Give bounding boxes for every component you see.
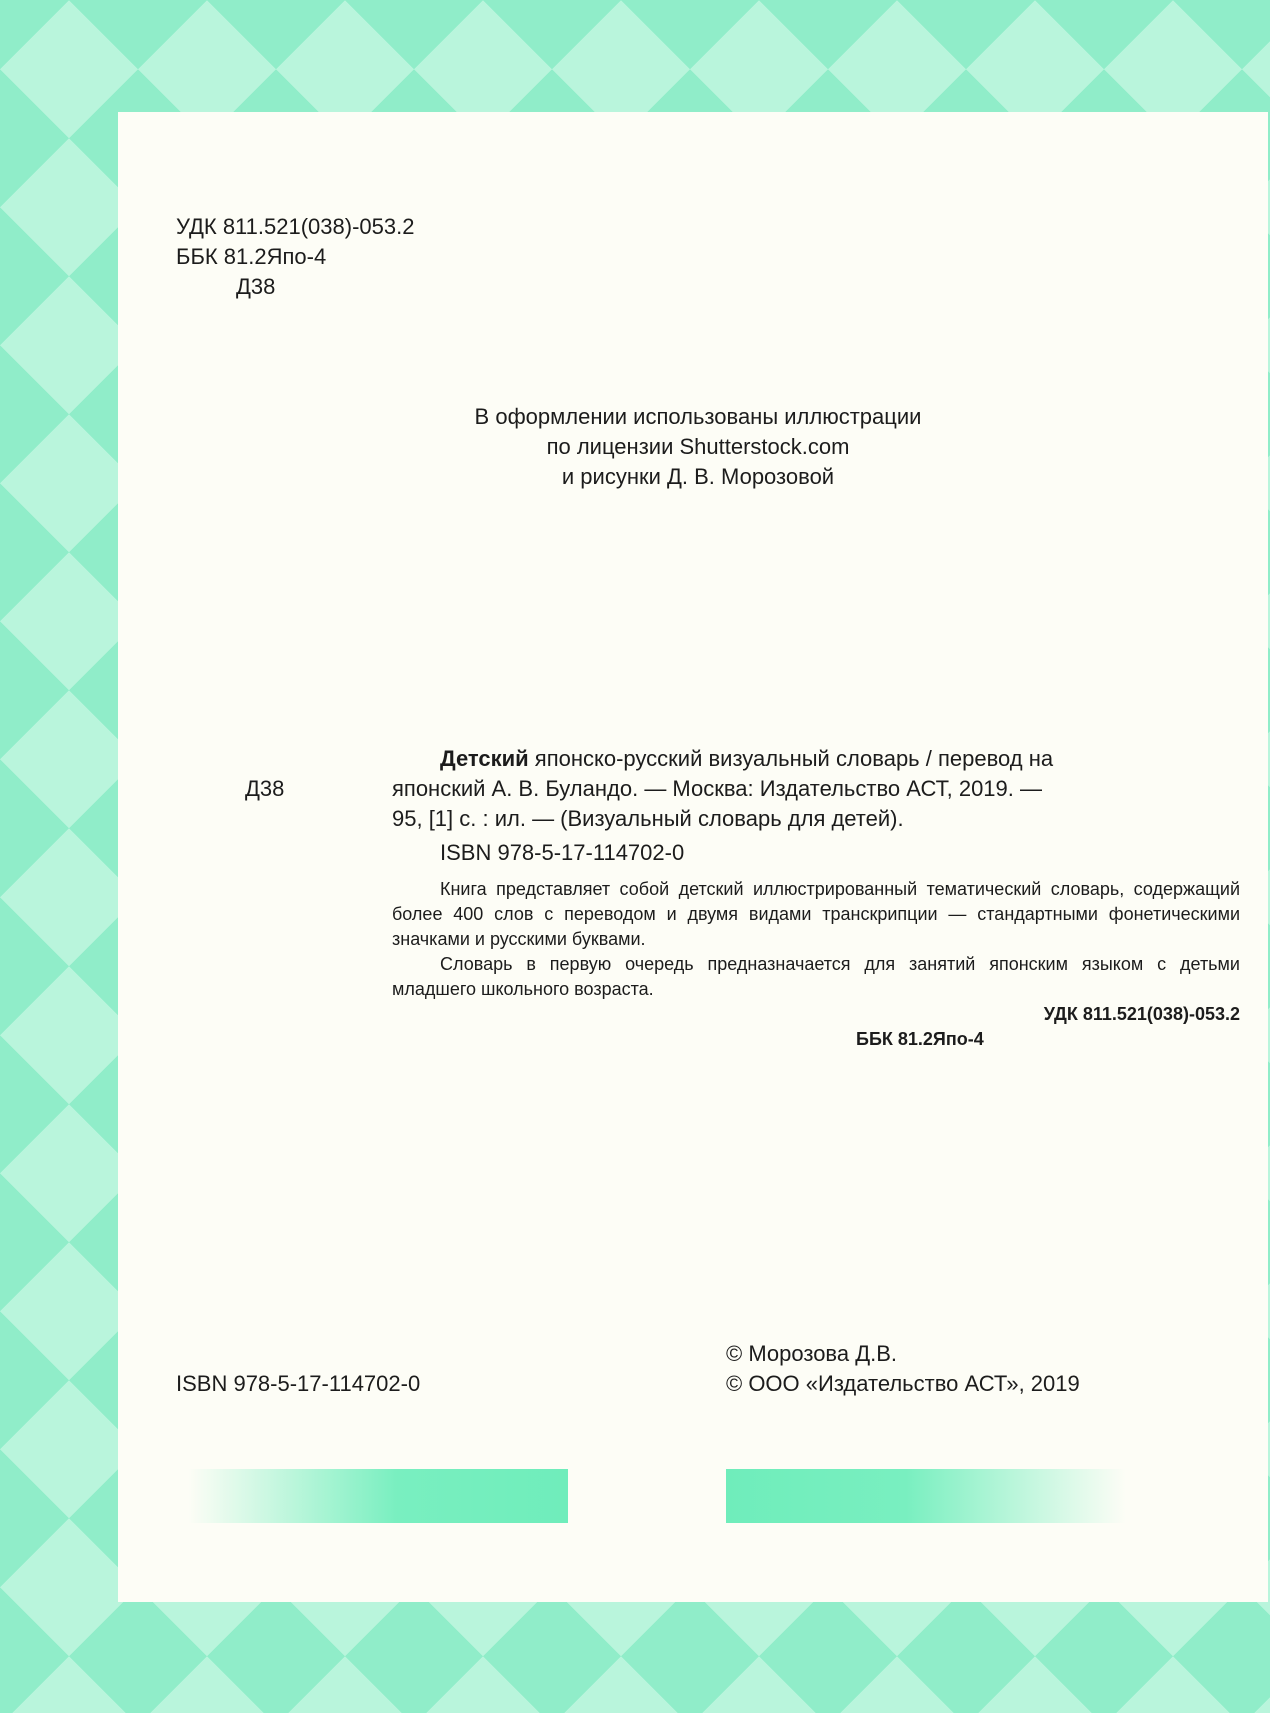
copyright-author: © Морозова Д.В. [726,1341,898,1366]
catalog-card-abstract-1: Книга представляет собой детский иллюстрированный тематический словарь, содержащий более 400 слов с переводом и двумя видами транскрипции — стандартными фонетическими значками и русскими буквами. [392,879,1240,949]
illustrations-note-line-2: по лицензии Shutterstock.com [546,434,850,459]
illustrations-note-line-3: и рисунки Д. В. Морозовой [561,464,835,489]
catalog-card-title-rest: японско-русский визуальный словарь / перевод на [528,746,1054,771]
catalog-card-abstract-2: Словарь в первую очередь предназначается для занятий японским языком с детьми младшего школьного возраста. [392,954,1240,999]
catalog-card-title-bold: Детский [440,746,529,771]
catalog-card-line-2: японский А. В. Буландо. — Москва: Издательство АСТ, 2019. — [392,776,1042,801]
footer-isbn: ISBN 978-5-17-114702-0 [176,1371,421,1396]
catalog-card-title-line [392,744,1240,774]
decorative-bar-left [188,1469,568,1523]
illustrations-note-line-1: В оформлении использованы иллюстрации [474,404,922,429]
catalog-card-udk: УДК 811.521(038)-053.2 [1043,1004,1240,1024]
author-mark: Д38 [236,274,276,299]
udk-line: УДК 811.521(038)-053.2 [176,214,415,239]
page-sheet [118,112,1268,1602]
catalog-card-line-3: 95, [1] с. : ил. — (Визуальный словарь для детей). [392,806,904,831]
catalog-card-bbk: ББК 81.2Япо-4 [856,1029,984,1049]
bbk-line: ББК 81.2Япо-4 [176,244,327,269]
decorative-bar-right [726,1469,1126,1523]
copyright-publisher: © ООО «Издательство АСТ», 2019 [726,1371,1080,1396]
catalog-card-code: Д38 [245,776,285,801]
catalog-card-isbn: ISBN 978-5-17-114702-0 [440,840,685,865]
